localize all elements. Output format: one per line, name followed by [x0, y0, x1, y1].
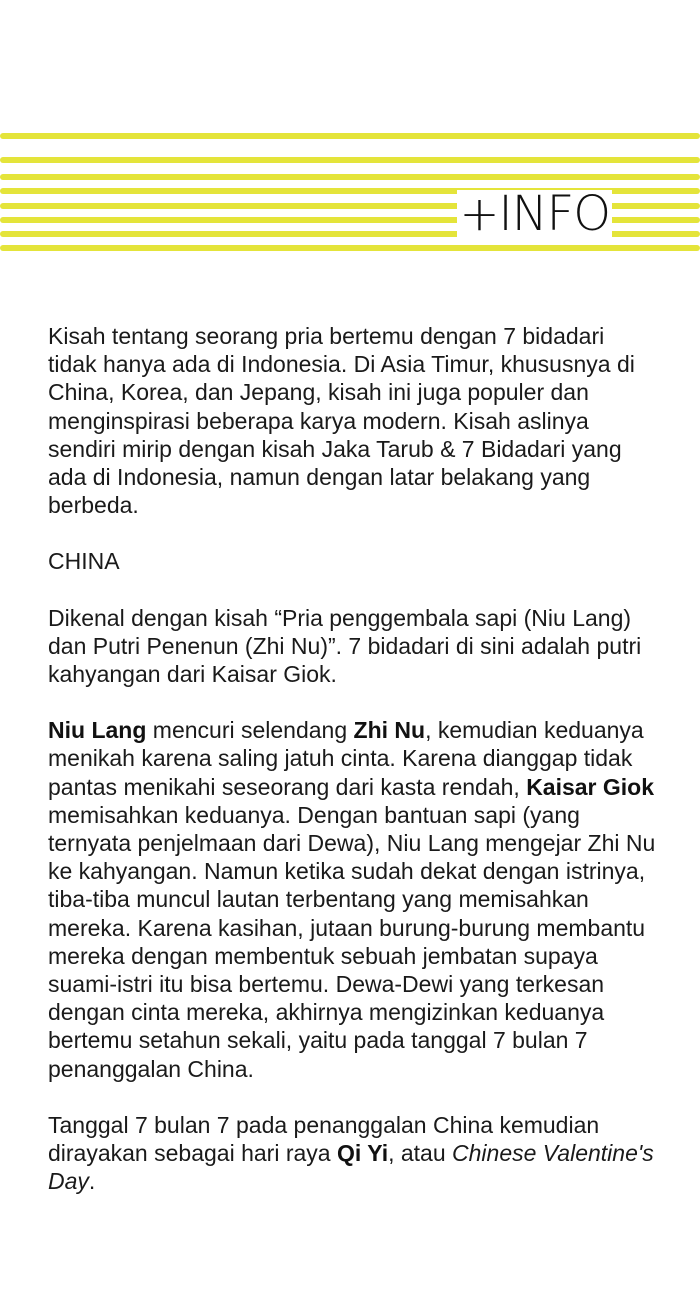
highlight-name: Kaisar Giok [526, 773, 655, 800]
text-span: mencuri selendang [146, 717, 354, 744]
section-paragraph-1: Dikenal dengan kisah “Pria penggembala sapi (Niu Lang) dan Putri Penenun (Zhi Nu)”. 7 bidadari di sini adalah putri kahyangan dari Kaisar Giok. [48, 604, 642, 688]
stripe [0, 157, 700, 163]
page-title: +INFO [459, 186, 610, 242]
stripe [0, 133, 700, 139]
text-span: , kemudian keduanya menikah karena saling jatuh cinta. Karena dianggap tidak pantas menikahi seseorang dari kasta rendah, [48, 717, 644, 800]
section-paragraph-3 [48, 1111, 658, 1196]
section-paragraph-2 [48, 716, 658, 1083]
text-span: memisahkan keduanya. Dengan bantuan sapi (yang ternyata penjelmaan dari Dewa), Niu Lang mengejar Zhi Nu ke kahyangan. Namun ketika sudah dekat dengan istrinya, tiba-tiba muncul lautan terbentang yang memisahkan mereka. Karena kasihan, jutaan burung-burung membantu mereka dengan membentuk sebuah jembatan supaya suami-istri itu bisa bertemu. Dewa-Dewi yang terkesan dengan cinta mereka, akhirnya mengizinkan keduanya bertemu setahun sekali, yaitu pada tanggal 7 bulan 7 penanggalan China. [48, 801, 656, 1082]
section-heading: CHINA [48, 548, 120, 575]
text-span: . [88, 1168, 96, 1195]
highlight-name: Niu Lang [48, 717, 147, 744]
stripe [0, 245, 700, 251]
stripe [0, 174, 700, 180]
highlight-name: Zhi Nu [353, 717, 426, 744]
intro-paragraph: Kisah tentang seorang pria bertemu dengan 7 bidadari tidak hanya ada di Indonesia. Di Asia Timur, khususnya di China, Korea, dan Jepang, kisah ini juga populer dan menginspirasi beberapa karya modern. Kisah aslinya sendiri mirip dengan kisah Jaka Tarub & 7 Bidadari yang ada di Indonesia, namun dengan latar belakang yang berbeda. [48, 323, 635, 519]
text-span: , atau [388, 1140, 453, 1167]
article-body [48, 322, 658, 1223]
text-span: Tanggal 7 bulan 7 pada penanggalan China kemudian dirayakan sebagai hari raya [48, 1111, 600, 1167]
highlight-name: Qi Yi [336, 1140, 389, 1167]
italic-term: Chinese Valentine's Day [48, 1140, 654, 1195]
